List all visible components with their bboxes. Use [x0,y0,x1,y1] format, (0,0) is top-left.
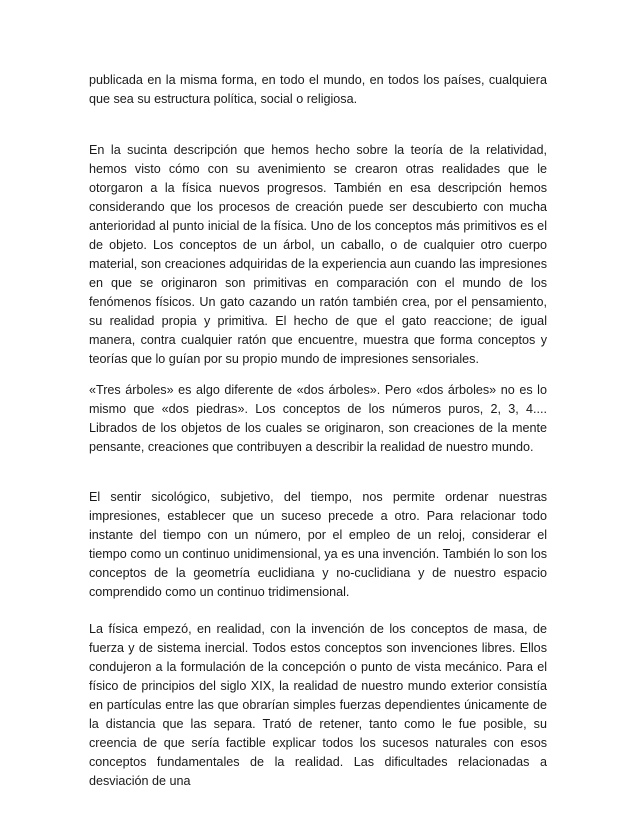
paragraph-text: En la sucinta descripción que hemos hecho sobre la teoría de la relatividad, hemos visto cómo con su avenimiento se crearon otras realidades que le otorgaron a la física nuevos progresos. También en esa descripción hemos considerando que los procesos de creación puede ser descubierto con mucha anterioridad al punto inicial de la física. Uno de los conceptos más primitivos es el de objeto. Los conceptos de un árbol, un caballo, o de cualquier otro cuerpo material, son creaciones adquiridas de la experiencia aun cuando las impresiones en que se originaron son primitivas en comparación con el mundo de los fenómenos físicos. Un gato cazando un ratón también crea, por el pensamiento, su realidad propia y primitiva. El hecho de que el gato reaccione; de igual manera, contra cualquier ratón que encuentre, muestra que forma conceptos y teorías que lo guían por su propio mundo de impresiones sensoriales. [89,143,547,366]
paragraph-text: «Tres árboles» es algo diferente de «dos árboles». Pero «dos árboles» no es lo mismo que «dos piedras». Los conceptos de los números puros, 2, 3, 4.... Librados de los objetos de los cuales se originaron, son creaciones de la mente pensante, creaciones que contribuyen a describir la realidad de nuestro mundo. [89,383,547,454]
paragraph-4 [89,488,547,602]
paragraph-3 [89,381,547,457]
paragraph-5 [89,620,547,791]
paragraph-2 [89,141,547,369]
paragraph-text: La física empezó, en realidad, con la invención de los conceptos de masa, de fuerza y de sistema inercial. Todos estos conceptos son invenciones libres. Ellos condujeron a la formulación de la concepción o punto de vista mecánico. Para el físico de principios del siglo XIX, la realidad de nuestro mundo exterior consistía en partículas entre las que obrarían simples fuerzas dependientes únicamente de la distancia que las separa. Trató de retener, tanto como le fue posible, su creencia de que sería factible explicar todos los sucesos naturales con esos conceptos fundamentales de la realidad. Las dificultades relacionadas a desviación de una [89,622,547,788]
paragraph-text: El sentir sicológico, subjetivo, del tiempo, nos permite ordenar nuestras impresiones, establecer que un suceso precede a otro. Para relacionar todo instante del tiempo con un número, por el empleo de un reloj, considerar el tiempo como un continuo unidimensional, ya es una invención. También lo son los conceptos de la geometría euclidiana y no-cuclidiana y de nuestro espacio comprendido como un continuo tridimensional. [89,490,547,599]
paragraph-1 [89,71,547,109]
paragraph-text: publicada en la misma forma, en todo el mundo, en todos los países, cualquiera que sea su estructura política, social o religiosa. [89,73,547,106]
